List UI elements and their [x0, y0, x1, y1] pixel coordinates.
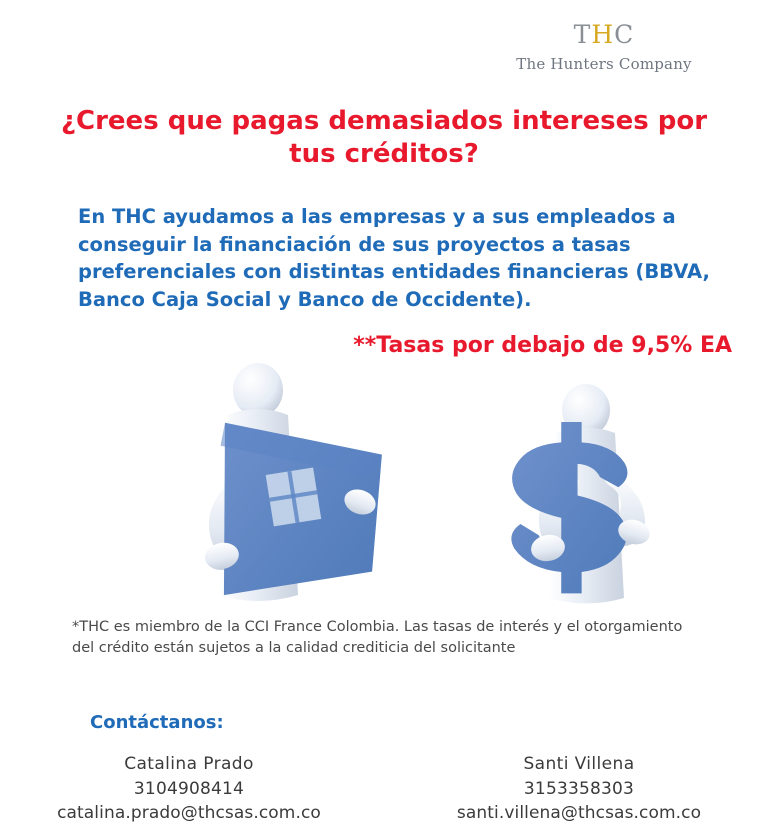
- contact-card: [414, 752, 744, 826]
- body-paragraph: En THC ayudamos a las empresas y a sus empleados a conseguir la financiación de sus proyectos a tasas preferenciales con distintas entidades financieras (BBVA, Banco Caja Social y Banco de Occidente).: [78, 205, 710, 312]
- contact-email[interactable]: catalina.prado@thcsas.com.co: [57, 803, 321, 824]
- page-title: ¿Crees que pagas demasiados intereses por tus créditos?: [60, 106, 708, 170]
- brand-tagline: The Hunters Company: [516, 55, 692, 73]
- contact-name: Santi Villena: [523, 754, 635, 774]
- brand-mark-t: T: [573, 20, 592, 49]
- contact-heading: Contáctanos:: [90, 712, 224, 733]
- brand-mark-h: H: [591, 20, 615, 49]
- contact-name: Catalina Prado: [124, 754, 254, 774]
- brand-logo: [474, 22, 734, 73]
- brand-mark: [474, 22, 734, 47]
- contact-phone[interactable]: 3104908414: [133, 778, 245, 799]
- brand-mark-c: C: [614, 20, 635, 49]
- illustration: [0, 360, 768, 615]
- contact-list: [0, 752, 768, 826]
- contact-card: [24, 752, 354, 826]
- contact-email[interactable]: santi.villena@thcsas.com.co: [456, 803, 702, 824]
- illustration-svg: [0, 360, 768, 615]
- rate-note: **Tasas por debajo de 9,5% EA: [353, 333, 732, 358]
- contact-phone[interactable]: 3153358303: [523, 778, 635, 799]
- disclaimer-text: *THC es miembro de la CCI France Colombia. Las tasas de interés y el otorgamiento del crédito están sujetos a la calidad crediticia del solicitante: [72, 619, 683, 657]
